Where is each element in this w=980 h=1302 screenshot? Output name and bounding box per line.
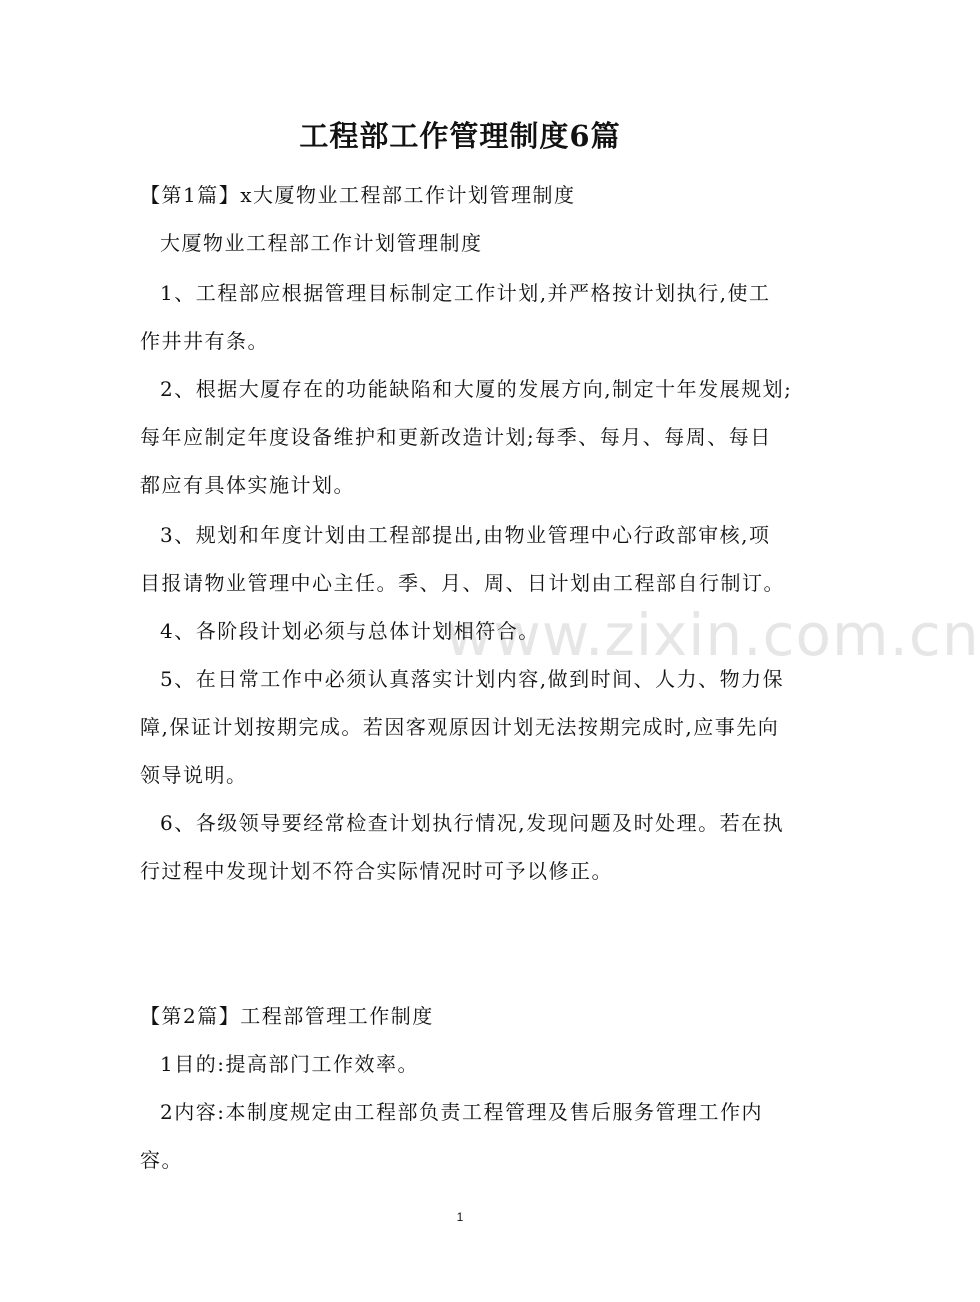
- paragraph-line: 3、规划和年度计划由工程部提出,由物业管理中心行政部审核,项: [160, 523, 771, 547]
- paragraph-line: 每年应制定年度设备维护和更新改造计划;每季、每月、每周、每日: [140, 425, 772, 449]
- paragraph-line: 5、在日常工作中必须认真落实计划内容,做到时间、人力、物力保: [160, 667, 785, 691]
- paragraph-line: 2内容:本制度规定由工程部负责工程管理及售后服务管理工作内: [160, 1100, 763, 1124]
- paragraph-line: 4、各阶段计划必须与总体计划相符合。: [160, 619, 540, 643]
- paragraph-line: 1、工程部应根据管理目标制定工作计划,并严格按计划执行,使工: [160, 281, 771, 305]
- paragraph-line: 1目的:提高部门工作效率。: [160, 1052, 419, 1076]
- document-title: 工程部工作管理制度6篇: [299, 119, 621, 153]
- section-2-heading: 【第2篇】工程部管理工作制度: [140, 1004, 434, 1028]
- paragraph-line: 大厦物业工程部工作计划管理制度: [160, 231, 483, 255]
- paragraph-line: 都应有具体实施计划。: [140, 473, 355, 497]
- paragraph-line: 2、根据大厦存在的功能缺陷和大厦的发展方向,制定十年发展规划;: [160, 377, 793, 401]
- page-number: 1: [456, 1210, 464, 1224]
- paragraph-line: 障,保证计划按期完成。若因客观原因计划无法按期完成时,应事先向: [140, 715, 780, 739]
- paragraph-line: 容。: [140, 1148, 183, 1172]
- paragraph-line: 领导说明。: [140, 763, 248, 787]
- section-1-heading: 【第1篇】x大厦物业工程部工作计划管理制度: [140, 183, 576, 207]
- paragraph-line: 6、各级领导要经常检查计划执行情况,发现问题及时处理。若在执: [160, 811, 785, 835]
- paragraph-line: 作井井有条。: [140, 329, 269, 353]
- watermark: www.zixin.com.cn: [445, 601, 980, 669]
- paragraph-line: 行过程中发现计划不符合实际情况时可予以修正。: [140, 859, 613, 883]
- paragraph-line: 目报请物业管理中心主任。季、月、周、日计划由工程部自行制订。: [140, 571, 785, 595]
